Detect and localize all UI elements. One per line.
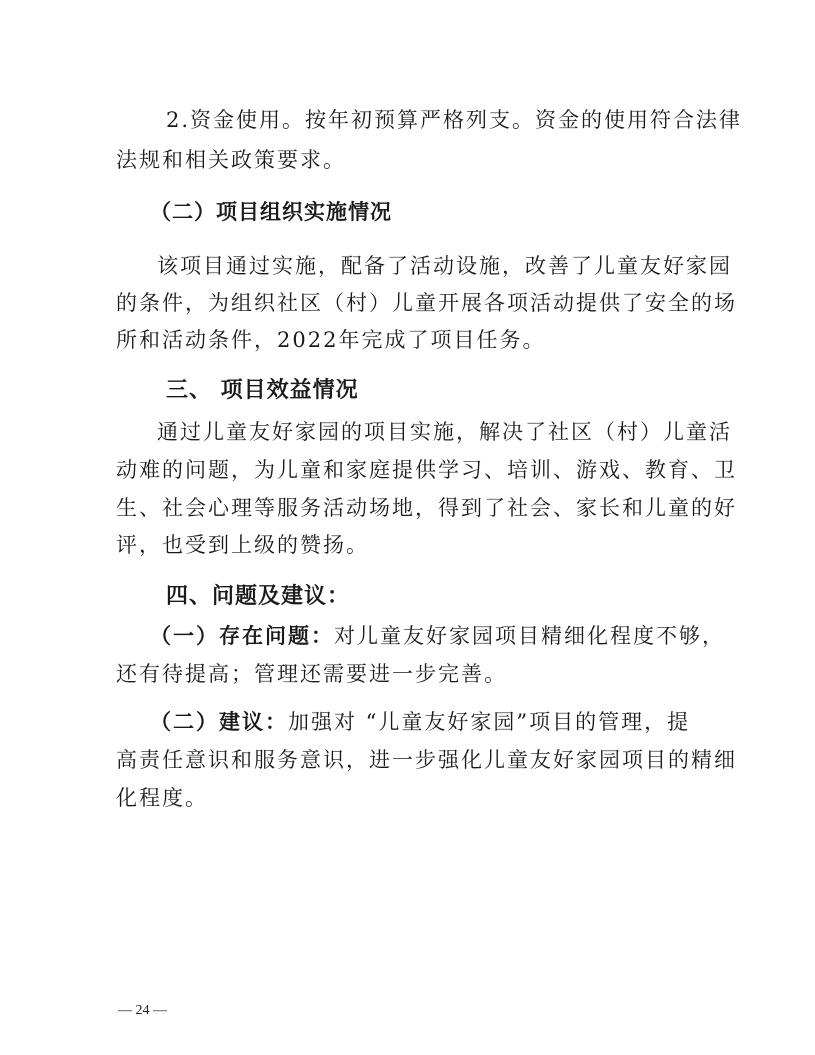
heading-implementation: （二）项目组织实施情况: [150, 200, 392, 224]
para-implementation-line: 的条件，为组织社区（村）儿童开展各项活动提供了安全的场: [116, 291, 737, 315]
suggestions-text: 加强对 “儿童友好家园”项目的管理，提: [288, 710, 691, 734]
problems-label: （一）存在问题：: [150, 623, 334, 648]
para-suggestions-line: 化程度。: [116, 786, 208, 810]
para-implementation-line: 该项目通过实施，配备了活动设施，改善了儿童友好家园: [157, 254, 732, 278]
problems-text: 对儿童友好家园项目精细化程度不够，: [334, 624, 725, 648]
para-funds-use-line: 法规和相关政策要求。: [116, 148, 346, 172]
para-problems-line: [150, 622, 740, 650]
para-benefits-line: 通过儿童友好家园的项目实施，解决了社区（村）儿童活: [157, 420, 732, 444]
para-funds-use-line: 2.资金使用。按年初预算严格列支。资金的使用符合法律: [166, 108, 743, 132]
para-problems-line: 还有待提高；管理还需要进一步完善。: [116, 662, 507, 686]
para-suggestions-line: 高责任意识和服务意识，进一步强化儿童友好家园项目的精细: [116, 748, 737, 772]
page-number: — 24 —: [118, 1003, 167, 1018]
para-suggestions-line: [150, 708, 740, 736]
heading-problems: 四、问题及建议：: [166, 584, 351, 609]
heading-benefits: 三、 项目效益情况: [166, 378, 359, 403]
suggestions-label: （二）建议：: [150, 709, 288, 734]
para-benefits-line: 生、社会心理等服务活动场地，得到了社会、家长和儿童的好: [116, 496, 737, 520]
para-benefits-line: 动难的问题，为儿童和家庭提供学习、培训、游戏、教育、卫: [116, 458, 737, 482]
para-implementation-line: 所和活动条件，2022年完成了项目任务。: [116, 328, 546, 352]
para-benefits-line: 评，也受到上级的赞扬。: [116, 533, 369, 557]
